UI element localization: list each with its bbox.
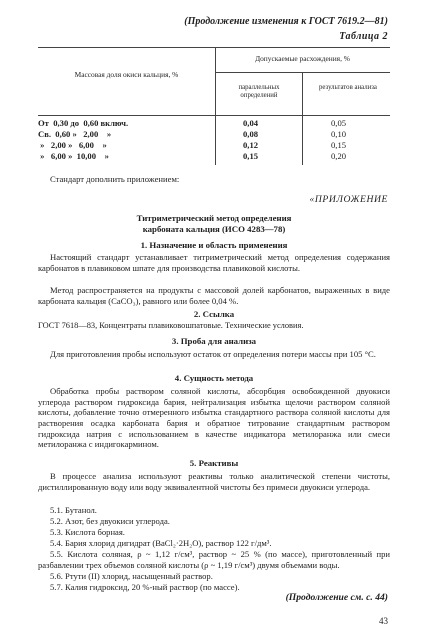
appendix-label: «ПРИЛОЖЕНИЕ bbox=[309, 194, 388, 205]
section-2-heading: 2. Ссылка bbox=[193, 309, 235, 319]
continuation-header: (Продолжение изменения к ГОСТ 7619.2—81) bbox=[184, 16, 388, 27]
row-parallel-3: 0,12 bbox=[243, 140, 259, 150]
row-results-3: 0,15 bbox=[331, 140, 347, 150]
reagent-item-5: 5.5. Кислота соляная, ρ ~ 1,12 г/см³, раствор ~ 25 % (по массе), приготовленный при разбавлении трех объемов соляной кислоты (ρ ~ 1,19 г/см³) двумя объемами воды. bbox=[38, 549, 390, 570]
row-range-3: » 2,00 » 6,00 » bbox=[38, 140, 107, 150]
row-parallel-1: 0,04 bbox=[243, 118, 259, 128]
col-parallel-header: параллельных определений bbox=[238, 84, 280, 99]
section-5-para-1: В процессе анализа используют реактивы только аналитической степени чистоты, дистиллированную воду или воду эквивалентной чистоты без примеси двуокиси углерода. bbox=[38, 471, 390, 492]
row-parallel-4: 0,15 bbox=[243, 151, 259, 161]
reagent-item-1: 5.1. Бутанол. bbox=[50, 505, 97, 515]
tolerance-table bbox=[38, 47, 390, 165]
section-4-para-1: Обработка пробы раствором соляной кислоты, абсорбция освобожденной двуокиси углерода раствором гидроксида бария, нейтрализация избытка щелочи раствором соляной кислоты, добавление точно отмеренного избытка стандартного раствора соляной кислоты для растворения осадка карбоната бария и обратное титрование стандартным раствором гидроксида натрия с использованием в качестве индикатора метилоранжа или смеси метилоранжа с индигокармином. bbox=[38, 386, 390, 450]
method-title-line-1: Титриметрический метод определения bbox=[136, 213, 292, 223]
supplement-intro: Стандарт дополнить приложением: bbox=[50, 174, 180, 184]
reagent-item-7: 5.7. Калия гидроксид, 20 %-ный раствор (по массе). bbox=[50, 582, 240, 592]
col-results-header: результатов анализа bbox=[319, 84, 377, 91]
section-3-para-1: Для приготовления пробы используют остаток от определения потери массы при 105 °С. bbox=[50, 349, 376, 359]
page-number: 43 bbox=[379, 616, 388, 626]
row-results-1: 0,05 bbox=[331, 118, 347, 128]
col-mass-header: Массовая доля окиси кальция, % bbox=[74, 70, 179, 79]
table-top-rule bbox=[38, 47, 390, 48]
section-1-para-1: Настоящий стандарт устанавливает титриметрический метод определения содержания карбонатов в плавиковом шпате для производства плавиковой кислоты. bbox=[38, 252, 390, 273]
section-1-para-2: Метод распространяется на продукты с массовой долей карбонатов, выраженных в виде карбоната кальция (CaCO₃), равного или более 0,04 %. bbox=[38, 285, 390, 306]
table-divider-main bbox=[215, 47, 216, 165]
table-label: Таблица 2 bbox=[339, 31, 388, 42]
section-4-heading: 4. Сущность метода bbox=[174, 373, 254, 383]
section-2-para-1: ГОСТ 7618—83, Концентраты плавиковошпатовые. Технические условия. bbox=[38, 321, 304, 330]
col-allowed-header: Допускаемые расхождения, % bbox=[255, 54, 350, 63]
reagent-item-6: 5.6. Ртути (II) хлорид, насыщенный раствор. bbox=[50, 571, 213, 581]
reagent-item-4: 5.4. Бария хлорид дигидрат (BaCl₂·2H₂O), раствор 122 г/дм³. bbox=[50, 538, 272, 548]
section-5-heading: 5. Реактивы bbox=[189, 458, 239, 468]
section-1-heading: 1. Назначение и область применения bbox=[140, 240, 288, 250]
row-results-2: 0,10 bbox=[331, 129, 347, 139]
continuation-footer: (Продолжение см. с. 44) bbox=[285, 592, 388, 603]
reagent-item-2: 5.2. Азот, без двуокиси углерода. bbox=[50, 516, 170, 526]
row-range-1: От 0,30 до 0,60 включ. bbox=[38, 118, 129, 128]
row-range-2: Св. 0,60 » 2,00 » bbox=[38, 129, 112, 139]
table-divider-sub bbox=[302, 72, 303, 165]
reagent-item-3: 5.3. Кислота борная. bbox=[50, 527, 125, 537]
table-header-rule bbox=[38, 115, 390, 116]
section-3-heading: 3. Проба для анализа bbox=[171, 336, 257, 346]
row-parallel-2: 0,08 bbox=[243, 129, 259, 139]
method-title-line-2: карбоната кальция (ИСО 4283—78) bbox=[142, 224, 286, 234]
row-range-4: » 6,00 » 10,00 » bbox=[38, 151, 109, 161]
row-results-4: 0,20 bbox=[331, 151, 347, 161]
